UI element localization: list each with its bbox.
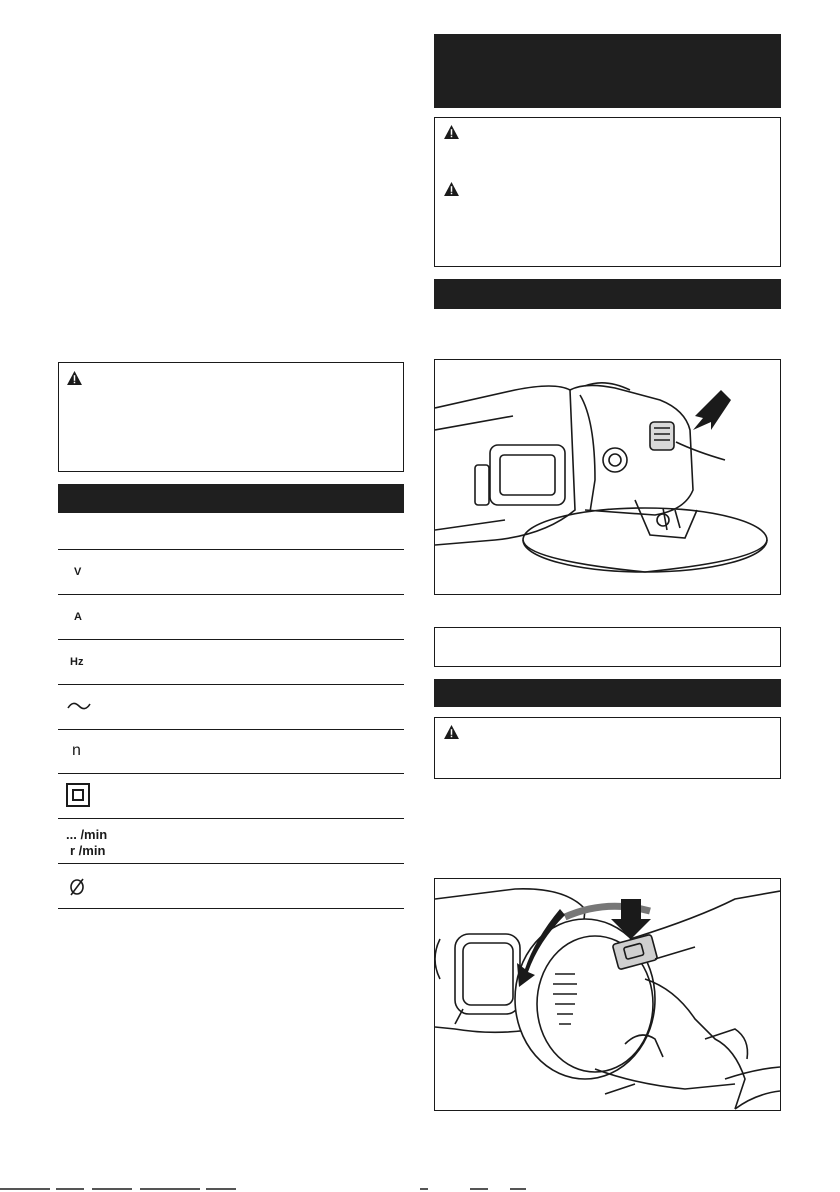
diameter-icon: [68, 876, 86, 896]
table-rule: [58, 773, 404, 774]
note-box: [434, 627, 781, 667]
alternating-current-icon: [66, 698, 92, 714]
warning-triangle-icon: [444, 125, 459, 139]
section-heading-bar-symbols: [58, 484, 404, 513]
section-heading-bar: [434, 279, 781, 309]
table-rule: [58, 729, 404, 730]
angle-grinder-illustration: [435, 360, 780, 594]
table-rule: [58, 863, 404, 864]
symbol-per-minute: ... /min: [66, 827, 108, 842]
symbol-amperes: A: [74, 611, 82, 623]
warning-triangle-icon: [444, 182, 459, 196]
push-arrow-icon: [693, 390, 731, 430]
warning-box-top-right: [434, 117, 781, 267]
table-rule: [58, 818, 404, 819]
symbol-rev-per-minute: r /min: [70, 843, 106, 858]
table-rule: [58, 684, 404, 685]
footer-marks: [0, 1186, 840, 1192]
symbol-volts: V: [74, 566, 82, 578]
figure-shaft-lock: [434, 359, 781, 595]
table-rule: [58, 639, 404, 640]
section-heading-bar: [434, 679, 781, 707]
symbol-hertz: Hz: [70, 656, 84, 668]
warning-box-bottom-right: [434, 717, 781, 779]
table-rule: [58, 908, 404, 909]
table-rule: [58, 549, 404, 550]
class-ii-double-insulation-icon: [66, 783, 90, 807]
warning-triangle-icon: [67, 371, 82, 385]
section-heading-bar-large: [434, 34, 781, 108]
grinder-rear-illustration: [435, 879, 780, 1110]
warning-box-left: [58, 362, 404, 472]
warning-triangle-icon: [444, 725, 459, 739]
table-rule: [58, 594, 404, 595]
figure-switch-operation: [434, 878, 781, 1111]
symbol-no-load-speed: n: [72, 742, 81, 759]
